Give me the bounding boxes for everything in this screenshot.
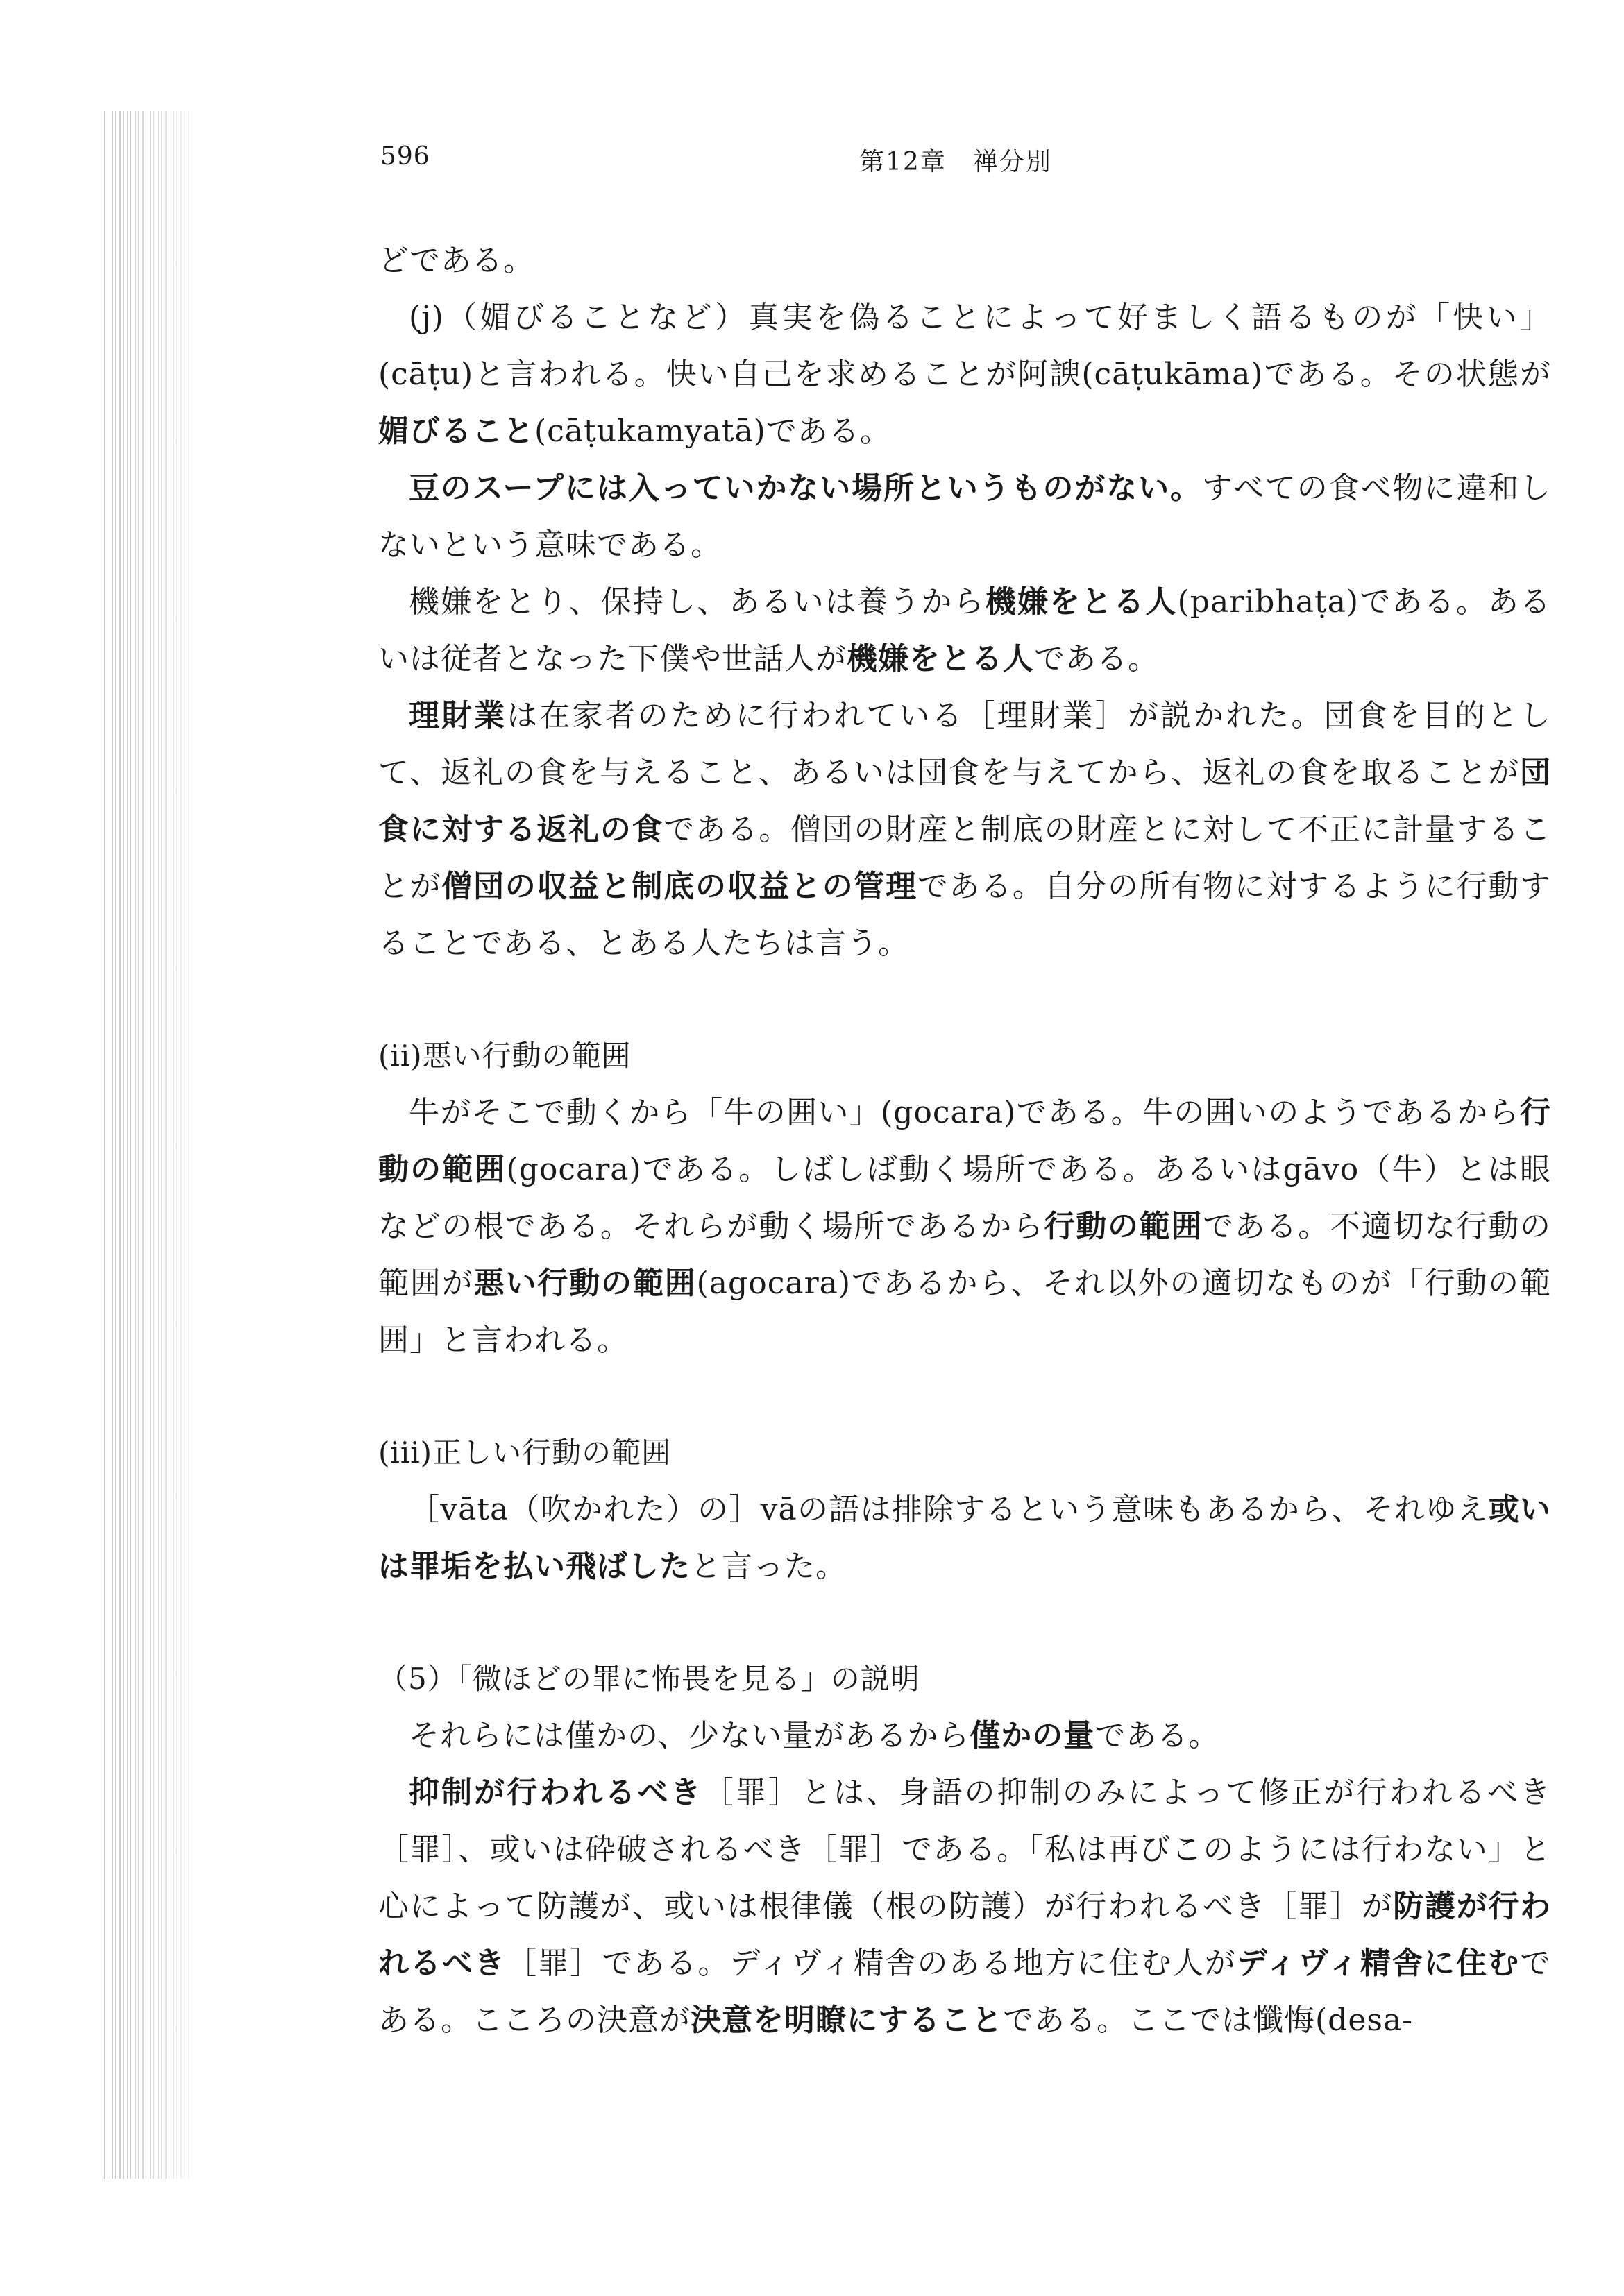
text-run: (j)（媚びることなど）真実を偽ることによって好ましく語るものが「快い」(cāṭu)と言われる。快い自己を求めることが阿諛(cāṭukāma)である。その状態が [378, 300, 1551, 392]
text-run: である。ここでは懺悔(desa- [1003, 2002, 1414, 2038]
bold-term: 行動の範囲 [378, 1095, 1551, 1187]
binding-shadow [104, 111, 194, 2179]
text-run: (gocara)である。しばしば動く場所である。あるいはgāvo（牛）とは眼などの根である。それらが動く場所であるから [378, 1152, 1552, 1244]
bold-term: 機嫌をとる人 [847, 641, 1034, 677]
text-run: は在家者のために行われている［理財業］が説かれた。団食を目的として、返礼の食を与えること、あるいは団食を与えてから、返礼の食を取ることが [378, 698, 1551, 790]
page-header [380, 142, 1567, 184]
text-run: (cāṭukamyatā)である。 [534, 414, 891, 449]
body-text [378, 232, 1551, 2049]
text-run: どである。 [378, 243, 534, 278]
bold-term: 防護が行われるべき [378, 1889, 1552, 1981]
bold-term: 豆のスープには入っていかない場所というものがない。 [409, 470, 1202, 506]
paragraph-small-amount [378, 1708, 1551, 1764]
text-run: である。僧団の財産と制底の財産とに対して不正に計量することが [378, 812, 1551, 904]
bold-term: 団食に対する返礼の食 [378, 755, 1551, 847]
text-run: である。 [1034, 641, 1159, 677]
text-run: である。不適切な行動の範囲が [378, 1209, 1552, 1301]
bold-term: 行動の範囲 [1044, 1209, 1203, 1244]
paragraph-j [378, 289, 1551, 460]
text-run: 牛がそこで動くから「牛の囲い」(gocara)である。牛の囲いのようであるから [409, 1095, 1520, 1130]
running-head: 第12章 禅分別 [859, 148, 1052, 176]
section-heading-5: （5）「微ほどの罪に怖畏を見る」の説明 [378, 1662, 920, 1696]
paragraph-continuation [378, 232, 1551, 289]
paragraph-finance [378, 688, 1551, 972]
section-gap [378, 1595, 1551, 1651]
bold-term: 僅かの量 [970, 1718, 1095, 1753]
bold-term: 決意を明瞭にすること [691, 2002, 1003, 2038]
text-run: 機嫌をとり、保持し、あるいは養うから [409, 584, 986, 620]
section-heading-ii: (ii)悪い行動の範囲 [378, 1039, 632, 1073]
section-gap [378, 972, 1551, 1028]
paragraph-bean-soup [378, 460, 1551, 574]
text-run: (agocara)であるから、それ以外の適切なものが「行動の範囲」と言われる。 [378, 1266, 1552, 1358]
bold-term: ディヴィ精舎に住む [1236, 1946, 1521, 1981]
text-run: すべての食べ物に違和しないという意味である。 [378, 470, 1551, 563]
bold-term: 僧団の収益と制底の収益との管理 [441, 869, 917, 904]
text-run: (paribhaṭa)である。あるいは従者となった下僕や世話人が [378, 584, 1551, 677]
text-run: ［罪］とは、身語の抑制のみによって修正が行われるべき［罪］、或いは砕破されるべき［罪］である。「私は再びこのようには行わない」と心によって防護が、或いは根律儀（根の防護）が行われるべき［罪］が [378, 1775, 1552, 1924]
paragraph-flatterer [378, 574, 1551, 688]
page-number: 596 [380, 142, 430, 171]
bold-term: 媚びること [378, 414, 534, 449]
section-heading-iii: (iii)正しい行動の範囲 [378, 1436, 672, 1470]
bold-term: 或いは罪垢を払い飛ばした [378, 1492, 1552, 1584]
text-run: それらには僅かの、少ない量があるから [409, 1718, 970, 1753]
text-run: と言った。 [691, 1549, 847, 1584]
text-run: である。こころの決意が [378, 1946, 1552, 2038]
paragraph-vata [378, 1481, 1551, 1595]
bold-term: 悪い行動の範囲 [473, 1266, 697, 1301]
text-run: である。 [1094, 1718, 1220, 1753]
bold-term: 機嫌をとる人 [985, 584, 1178, 620]
text-run: である。自分の所有物に対するように行動することである、とある人たちは言う。 [378, 869, 1552, 961]
paragraph-restraint [378, 1764, 1551, 2049]
paragraph-gocara [378, 1085, 1551, 1369]
bold-term: 理財業 [409, 698, 507, 733]
text-run: ［vāta（吹かれた）の］vāの語は排除するという意味もあるから、それゆえ [409, 1492, 1489, 1527]
section-gap [378, 1369, 1551, 1425]
text-run: ［罪］である。ディヴィ精舎のある地方に住む人が [506, 1946, 1237, 1981]
bold-term: 抑制が行われるべき [409, 1775, 703, 1810]
